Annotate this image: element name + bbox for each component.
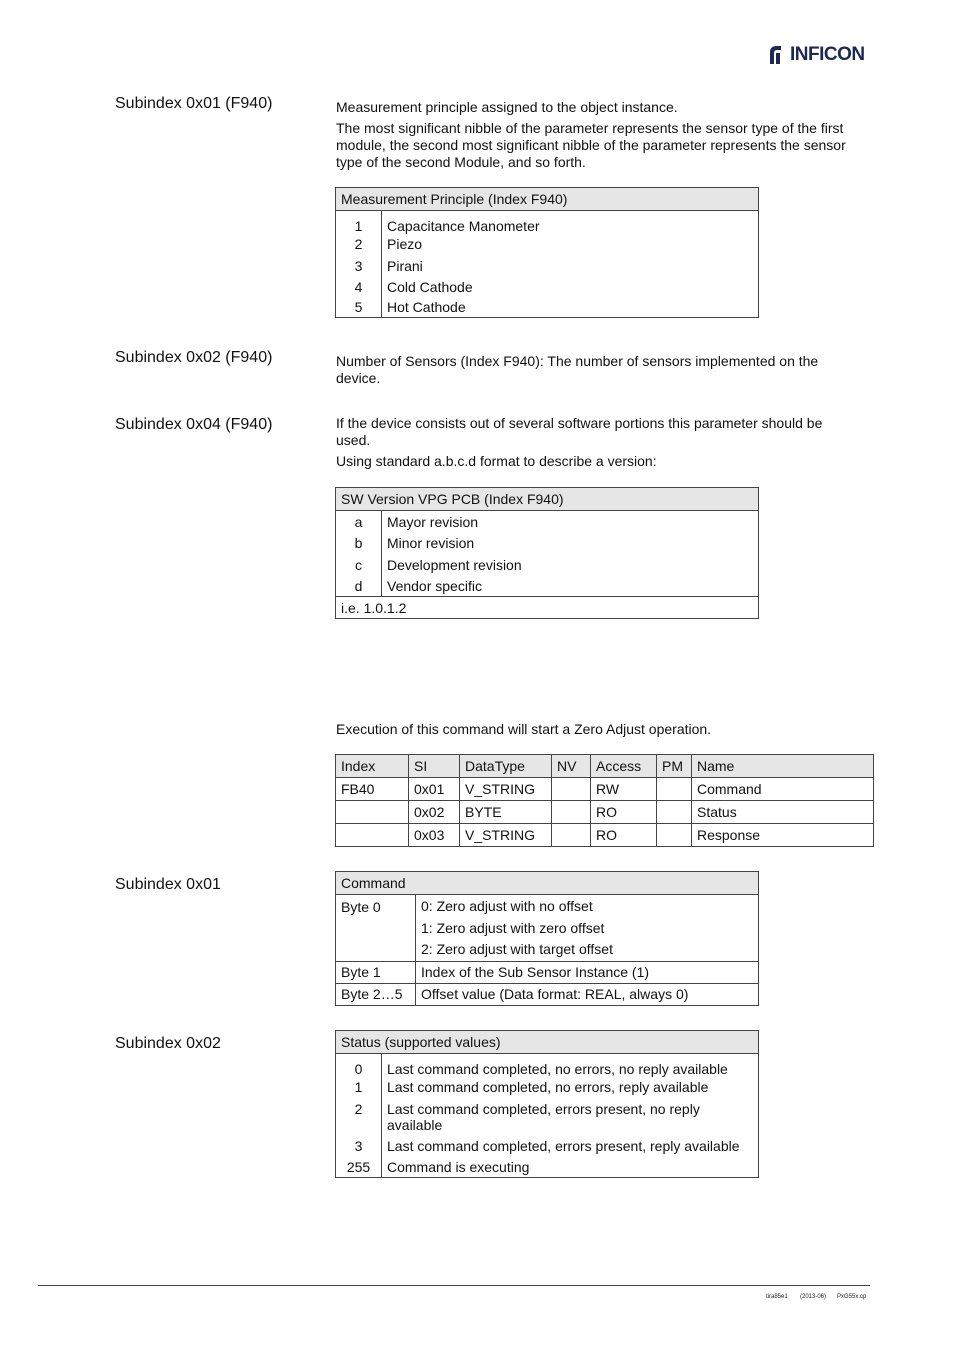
- section1-para2-line: The most significant nibble of the parameter represents the sensor type of the first: [336, 120, 844, 136]
- row-text: Development revision: [387, 556, 522, 573]
- footer-doc-id: tira85e1: [766, 1294, 788, 1300]
- row-letter: b: [336, 533, 382, 554]
- col-index: Index: [336, 755, 409, 778]
- col-name: Name: [692, 755, 874, 778]
- status-code: 0: [336, 1054, 382, 1077]
- subindex-label-2: Subindex 0x02 (F940): [115, 349, 273, 366]
- byte2-value: Offset value (Data format: REAL, always 0): [416, 983, 759, 1005]
- cell: [336, 801, 409, 824]
- cell: Command: [692, 778, 874, 801]
- status-text: Last command completed, no errors, no reply available: [387, 1060, 728, 1077]
- table-row: [336, 961, 759, 983]
- table-row: [336, 576, 759, 597]
- footer-date: (2013-06): [800, 1294, 827, 1300]
- row-text: Piezo: [387, 236, 423, 252]
- inficon-logo-icon: [767, 44, 787, 66]
- table-row: [336, 824, 874, 847]
- col-access: Access: [591, 755, 657, 778]
- table-row: [336, 511, 759, 533]
- table-title: Status (supported values): [336, 1031, 759, 1054]
- status-text: [382, 1098, 759, 1136]
- cell: [336, 824, 409, 847]
- status-text-line: available: [387, 1116, 443, 1133]
- table-row: [336, 778, 874, 801]
- subindex-label-1: Subindex 0x01 (F940): [115, 95, 273, 112]
- measurement-principle-table: [335, 187, 759, 318]
- command-table: [335, 871, 759, 1006]
- footer-divider: [38, 1285, 870, 1286]
- row-number: 2: [336, 234, 382, 255]
- row-letter: a: [336, 511, 382, 533]
- row-letter: c: [336, 554, 382, 576]
- table-title: Measurement Principle (Index F940): [336, 188, 759, 211]
- status-code: 1: [336, 1077, 382, 1098]
- col-nv: NV: [552, 755, 591, 778]
- table-row: [336, 298, 759, 318]
- table-row: [336, 1157, 759, 1178]
- table-row: [336, 1077, 759, 1098]
- row-text: Pirani: [387, 257, 423, 274]
- cell: 0x01: [409, 778, 460, 801]
- table-header-row: [336, 755, 874, 778]
- cell: [657, 824, 692, 847]
- section1-para: [336, 99, 876, 171]
- cell: 0x02: [409, 801, 460, 824]
- object-table: [335, 754, 874, 847]
- table-row: [336, 255, 759, 277]
- section3-para1-line: used.: [336, 432, 371, 448]
- cell: [552, 824, 591, 847]
- cell: [552, 778, 591, 801]
- cell: [657, 778, 692, 801]
- status-code: 255: [336, 1157, 382, 1178]
- section2-para: [336, 353, 876, 387]
- byte0-value: 0: Zero adjust with no offset: [421, 898, 593, 914]
- col-datatype: DataType: [460, 755, 552, 778]
- table-row: [336, 533, 759, 554]
- status-text-line: Last command completed, errors present, no reply: [387, 1100, 700, 1117]
- status-table: [335, 1030, 759, 1178]
- row-text: Minor revision: [387, 535, 475, 551]
- cell: [552, 801, 591, 824]
- status-code: 3: [336, 1136, 382, 1157]
- table-row: [336, 277, 759, 298]
- row-text: Capacitance Manometer: [387, 217, 540, 234]
- section1-para1: Measurement principle assigned to the object instance.: [336, 99, 678, 115]
- row-text: Hot Cathode: [387, 299, 466, 316]
- row-number: 1: [336, 211, 382, 234]
- cell: RO: [591, 824, 657, 847]
- logo-text: INFICON: [790, 44, 865, 65]
- table-row: [336, 983, 759, 1005]
- table-row: [336, 234, 759, 255]
- status-text: Last command completed, no errors, reply available: [387, 1079, 709, 1095]
- row-number: 5: [336, 298, 382, 318]
- byte0-value: 1: Zero adjust with zero offset: [421, 919, 605, 936]
- table-row: [336, 211, 759, 234]
- cell: [657, 801, 692, 824]
- cell: Response: [692, 824, 874, 847]
- table-row: [336, 1054, 759, 1077]
- section4-para: Execution of this command will start a Zero Adjust operation.: [336, 721, 712, 737]
- row-text: Vendor specific: [387, 577, 482, 594]
- row-number: 4: [336, 277, 382, 298]
- example-version: i.e. 1.0.1.2: [341, 599, 407, 616]
- cell: BYTE: [460, 801, 552, 824]
- byte1-label: Byte 1: [336, 961, 416, 983]
- subindex-label-4: Subindex 0x04 (F940): [115, 416, 273, 433]
- cell: RO: [591, 801, 657, 824]
- section2-para-line: device.: [336, 370, 381, 386]
- byte0-label: Byte 0: [336, 895, 416, 962]
- cell: FB40: [336, 778, 409, 801]
- cell: 0x03: [409, 824, 460, 847]
- byte0-value: 2: Zero adjust with target offset: [421, 941, 613, 957]
- byte0-values: [416, 895, 759, 962]
- inficon-logo: [767, 43, 865, 67]
- sw-version-table: [335, 487, 759, 619]
- status-code: 2: [336, 1098, 382, 1136]
- section3-para1-line: If the device consists out of several software portions this parameter should be: [336, 415, 823, 431]
- section3-para: [336, 415, 876, 470]
- section2-para-line: Number of Sensors (Index F940): The number of sensors implemented on the: [336, 353, 819, 369]
- cell: Status: [692, 801, 874, 824]
- section1-para2-line: type of the second Module, and so forth.: [336, 154, 586, 170]
- col-pm: PM: [657, 755, 692, 778]
- table-row: [336, 1136, 759, 1157]
- subindex-label-status: Subindex 0x02: [115, 1035, 221, 1052]
- row-letter: d: [336, 576, 382, 597]
- section1-para2: [336, 120, 876, 171]
- byte2-label: Byte 2…5: [336, 983, 416, 1005]
- footer-file: PxG55x.cp: [837, 1294, 867, 1300]
- cell: V_STRING: [460, 778, 552, 801]
- byte1-value: Index of the Sub Sensor Instance (1): [416, 961, 759, 983]
- table-footer-row: [336, 597, 759, 619]
- table-row: [336, 554, 759, 576]
- row-text: Cold Cathode: [387, 279, 473, 295]
- cell: RW: [591, 778, 657, 801]
- table-row: [336, 801, 874, 824]
- row-text: Mayor revision: [387, 513, 479, 530]
- table-title: Command: [336, 872, 759, 895]
- table-row: [336, 895, 759, 962]
- subindex-label-cmd: Subindex 0x01: [115, 876, 221, 893]
- status-text: Last command completed, errors present, reply available: [387, 1138, 740, 1154]
- row-number: 3: [336, 255, 382, 277]
- col-si: SI: [409, 755, 460, 778]
- table-row: [336, 1098, 759, 1136]
- status-text: Command is executing: [387, 1158, 530, 1175]
- table-title: SW Version VPG PCB (Index F940): [336, 488, 759, 511]
- section1-para2-line: module, the second most significant nibble of the parameter represents the sensor: [336, 137, 846, 153]
- cell: V_STRING: [460, 824, 552, 847]
- section3-para2: Using standard a.b.c.d format to describe a version:: [336, 453, 657, 469]
